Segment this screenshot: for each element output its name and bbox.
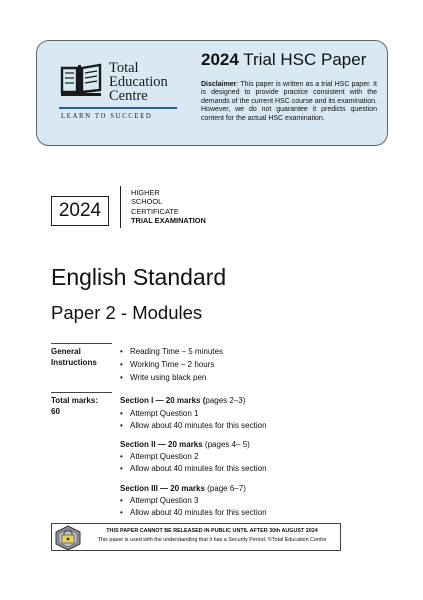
exam-year-box: 2024 [51, 196, 109, 226]
certificate-divider [120, 186, 121, 228]
certificate-block [131, 188, 206, 226]
trial-title [201, 50, 366, 70]
general-label-line1: General [51, 347, 81, 356]
general-rule [51, 343, 112, 344]
total-marks-text: Total marks: [51, 396, 98, 405]
section-1-heading: Section I — 20 marks (pages 2–3) [120, 396, 246, 405]
trial-title-text: Trial HSC Paper [243, 50, 367, 69]
security-footer [51, 523, 341, 551]
trial-year: 2024 [201, 50, 239, 69]
subject-title: English Standard [51, 264, 227, 290]
general-label-line2: Instructions [51, 357, 97, 367]
total-marks-label [51, 396, 98, 417]
total-marks-value: 60 [51, 406, 60, 416]
certificate-line2: SCHOOL [131, 197, 163, 207]
disclaimer [201, 81, 377, 123]
general-label [51, 347, 97, 368]
certificate-line1: HIGHER [131, 188, 160, 197]
logo-name-line1: Total [109, 60, 139, 76]
logo-name-line3: Centre [109, 88, 148, 104]
header-box [36, 40, 388, 146]
footer-security-notice: This paper is used with the understanding that it has a Security Period. ©Total Education Centre [97, 537, 327, 543]
disclaimer-text: : This paper is written as a trial HSC paper. It is designed to provide practice consistent with the demands of the current HSC course and its examination. However, we do not guarantee it predicts question content for the actual HSC examination. [201, 81, 377, 122]
logo-name-line2: Education [109, 74, 168, 90]
logo-name [109, 61, 168, 103]
section-2-heading: Section II — 20 marks (pages 4– 5) [120, 440, 250, 449]
certificate-line3: CERTIFICATE [131, 206, 179, 216]
footer-release-notice: THIS PAPER CANNOT BE RELEASED IN PUBLIC UNTIL AFTER 30th AUGUST 2024 [106, 528, 318, 534]
security-seal-icon [54, 525, 82, 551]
tec-logo [59, 57, 189, 127]
section-3-heading: Section III — 20 marks (page 6–7) [120, 484, 246, 493]
total-rule [51, 392, 112, 393]
logo-tagline: LEARN TO SUCCEED [61, 113, 153, 120]
certificate-line4: TRIAL EXAMINATION [131, 216, 206, 226]
disclaimer-label: Disclaimer [201, 81, 237, 88]
paper-title: Paper 2 - Modules [51, 302, 203, 323]
open-book-icon [59, 63, 103, 99]
logo-divider [59, 107, 177, 109]
